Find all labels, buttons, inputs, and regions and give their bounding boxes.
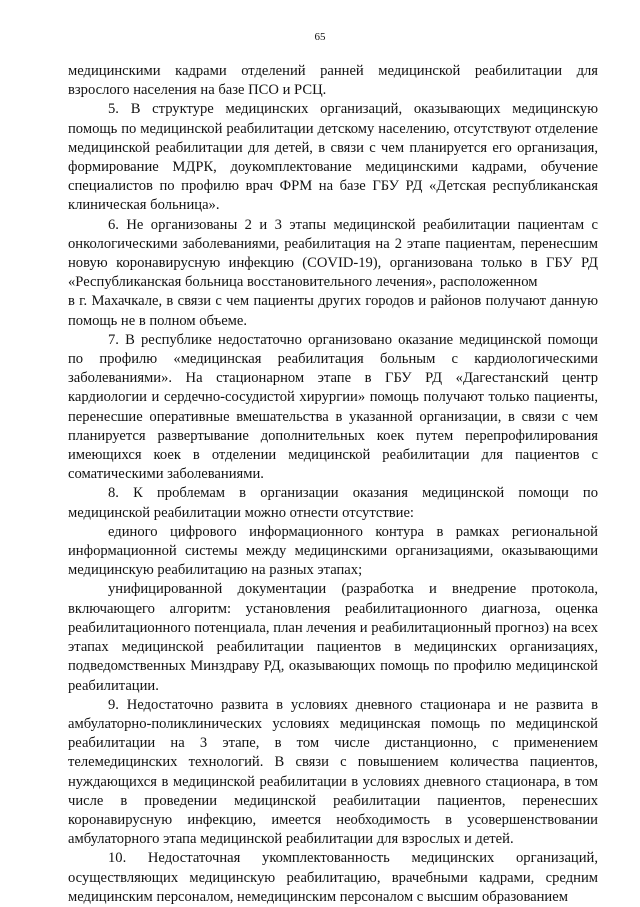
paragraph-item-7: 7. В республике недостаточно организовано оказание медицинской помощи по профилю «медицинская реабилитация больным с кардиологическими заболеваниями». На стационарном этапе в ГБУ РД «Дагестанский центр кардиологии и сердечно-сосудистой хирургии» помощь получают только пациенты, перенесшие оперативные вмешательства в указанной организации, в связи с чем планируется развертывание дополнительных коек путем перепрофилирования имеющихся коек в отделении медицинской реабилитации для пациентов с соматическими заболеваниями. xyxy=(68,331,598,483)
paragraph-item-6-continued: в г. Махачкале, в связи с чем пациенты других городов и районов получают данную помощь не в полном объеме. xyxy=(68,293,598,329)
paragraph-continuation: медицинскими кадрами отделений ранней медицинской реабилитации для взрослого населения на базе ПСО и РСЦ. xyxy=(68,63,598,99)
paragraph-item-5: 5. В структуре медицинских организаций, оказывающих медицинскую помощь по медицинской реабилитации детскому населению, отсутствуют отделение медицинской реабилитации для детей, в связи с чем планируется его организация, формирование МДРК, доукомплектование медицинскими кадрами, обучение специалистов по профилю врач ФРМ на базе ГБУ РД «Детская республиканская клиническая больница». xyxy=(68,101,598,214)
page-number: 65 xyxy=(314,31,326,43)
paragraph-item-8-documentation: унифицированной документации (разработка и внедрение протокола, включающего алгоритм: установления реабилитационного диагноза, оценка реабилитационного потенциала, план лечения и реабилитационный прогноз) на всех этапах медицинской реабилитации пациентов в медицинских организациях, подведомственных Минздраву РД, оказывающих помощь по профилю медицинской реабилитации. xyxy=(68,581,598,694)
paragraph-item-6: 6. Не организованы 2 и 3 этапы медицинской реабилитации пациентам с онкологическими заболеваниями, реабилитация на 2 этапе пациентам, перенесшим новую коронавирусную инфекцию (COVID-19), организована только в ГБУ РД «Республиканская больница восстановительного лечения», расположенном xyxy=(68,216,598,291)
document-body xyxy=(68,62,598,907)
paragraph-item-8-digital-contour: единого цифрового информационного контура в рамках региональной информационной системы между медицинскими организациями, оказывающими медицинскую реабилитацию на разных этапах; xyxy=(68,523,598,579)
paragraph-item-8: 8. К проблемам в организации оказания медицинской помощи по медицинской реабилитации можно отнести отсутствие: xyxy=(68,485,598,521)
paragraph-item-9: 9. Недостаточно развита в условиях дневного стационара и не развита в амбулаторно-поликлинических условиях медицинская помощь по медицинской реабилитации на 3 этапе, в том числе дистанционно, с применением телемедицинских технологий. В связи с повышением количества пациентов, нуждающихся в медицинской реабилитации в условиях дневного стационара, в том числе в проведении медицинской реабилитации пациентов, перенесших коронавирусную инфекцию, имеется необходимость в усовершенствовании амбулаторного этапа медицинской реабилитации для взрослых и детей. xyxy=(68,696,598,848)
paragraph-item-10: 10. Недостаточная укомплектованность медицинских организаций, осуществляющих медицинскую реабилитацию, врачебными кадрами, средним медицинским персоналом, немедицинским персоналом с высшим образованием xyxy=(68,850,598,905)
